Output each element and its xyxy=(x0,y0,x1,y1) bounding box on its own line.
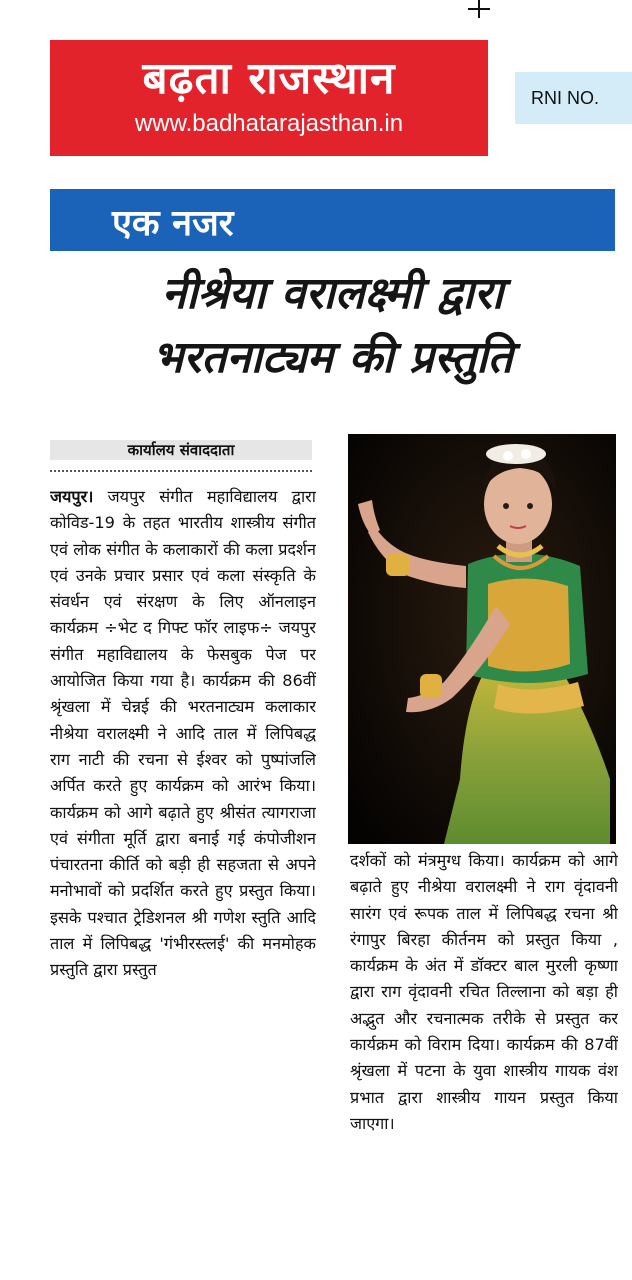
article-body-right: दर्शकों को मंत्रमुग्ध किया। कार्यक्रम को आगे बढ़ाते हुए नीश्रेया वरालक्ष्मी ने राग वृंदावनी सारंग एवं रूपक ताल में लिपिबद्ध रचना श्री रंगापुर बिरहा कीर्तनम को प्रस्तुत किया , कार्यक्रम के अंत में डॉक्टर बाल मुरली कृष्णा द्वारा राग वृंदावनी रचित तिल्लाना को बड़ा ही अद्भुत और रचनात्मक तरीके से प्रस्तुत कर कार्यक्रम को विराम दिया। कार्यक्रम की 87वीं श्रृंखला में पटना के युवा शास्त्रीय गायक वंश प्रभात द्वारा शास्त्रीय गायन प्रस्तुत किया जाएगा। xyxy=(350,851,618,1133)
byline-divider xyxy=(50,470,312,472)
body-left-text: जयपुर संगीत महाविद्यालय द्वारा कोविड-19 के तहत भारतीय शास्त्रीय संगीत एवं लोक संगीत के कलाकारों की कला प्रदर्शन एवं उनके प्रचार प्रसार एवं कला संस्कृति के संवर्धन एवं संरक्षण के लिए ऑनलाइन कार्यक्रम ÷भेट द गिफ्ट फॉर लाइफ÷ जयपुर संगीत महाविद्यालय के फेसबुक पेज पर आयोजित किया गया है। कार्यक्रम की 86वीं श्रृंखला में चेन्नई की भरतनाट्यम कलाकार नीश्रेया वरालक्ष्मी ने आदि ताल में लिपिबद्ध राग नाटी की रचना से ईश्वर को पुष्पांजलि अर्पित करते हुए कार्यक्रम को आरंभ किया। कार्यक्रम को आगे बढ़ाते हुए श्रीसंत त्यागराजा एवं संगीता मूर्ति द्वारा बनाई गई कंपोजीशन पंचारतना कीर्ति को बड़ी ही सहजता से अपने मनोभावों को प्रदर्शित करते हुए प्रस्तुत किया। इसके पश्चात ट्रेडिशनल श्री गणेश स्तुति आदि ताल में लिपिबद्ध 'गंभीरस्त्लई' की मनमोहक प्रस्तुति द्वारा प्रस्तुत xyxy=(50,487,316,980)
dancer-photo xyxy=(348,434,616,844)
section-bar xyxy=(50,189,615,251)
dateline: जयपुर। xyxy=(50,487,94,506)
headline-line-1: नीश्रेया वरालक्ष्मी द्वारा xyxy=(161,268,504,319)
masthead-banner xyxy=(50,40,488,156)
byline: कार्यालय संवाददाता xyxy=(50,440,312,460)
article-body-left xyxy=(50,484,316,1264)
dancer-illustration xyxy=(348,434,616,844)
masthead-url: www.badhatarajasthan.in xyxy=(134,110,404,137)
article-headline xyxy=(40,262,625,390)
headline-line-2: भरतनाट्यम की प्रस्तुति xyxy=(152,332,513,383)
masthead-title: बढ़ता राजस्थान xyxy=(142,53,396,104)
section-label: एक नजर xyxy=(112,203,234,244)
crop-mark-icon xyxy=(468,0,490,18)
rni-box xyxy=(515,72,632,124)
rni-label: RNI NO. xyxy=(531,88,600,108)
